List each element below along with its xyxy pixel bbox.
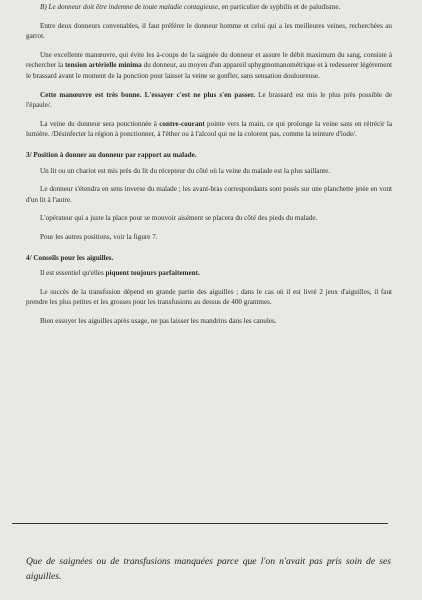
needles-text-a: Il est essentiel qu'elles	[40, 269, 106, 278]
section-3-paragraph-4: Pour les autres positions, voir la figure 7.	[40, 232, 158, 241]
footer-note: Que de saignées ou de transfusions manquées parce que l'on n'avait pas pris soin de ses aiguilles.	[26, 556, 391, 582]
paragraph-donor-health	[26, 2, 392, 13]
section-4-paragraph-3: Bien essuyer les aiguilles après usage, ne pas laisser les mandrins dans les canules.	[40, 316, 277, 325]
puncture-bold: contre-courant	[159, 119, 205, 128]
paragraph-tension	[26, 50, 392, 82]
horizontal-rule	[12, 523, 388, 524]
needles-bold: piquent toujours parfaitement.	[105, 269, 200, 278]
section-3-paragraph-2: Le donneur s'étendra en sens inverse du malade ; les avant-bras correspondants sont posés sur une planchette jetée en vont d'un lit à l'autre.	[26, 185, 392, 204]
section-4-heading: 4/ Conseils pour les aiguilles.	[26, 253, 114, 262]
section-3-paragraph-1: Un lit ou un chariot est mis près du lit du récepteur du côté où la veine du malade est la plus saillante.	[40, 166, 331, 175]
section-3-heading: 3/ Position à donner au donneur par rapport au malade.	[26, 150, 197, 159]
tension-bold: tension artérielle minima	[65, 61, 142, 70]
tension-text-b: du donneur, au moyen d'un appareil sphygmomanométrique et à redesserer légèrement le brassard avant le moment de la ponction pour laisser la veine se gonfler, sans sensation douloureuse.	[26, 61, 392, 80]
section-3-paragraph-3: L'opérateur qui a juste la place pour se mouvoir aisément se placera du côté des pieds du malade.	[40, 214, 318, 223]
donor-health-lead: B) Le donneur doit être indemne de toute maladie contagieuse,	[40, 3, 220, 11]
puncture-text-a: La veine du donneur sera ponctionnée à	[40, 119, 160, 128]
manoeuvre-rest: Le brassard est mis le plus près possible de l'épaule/.	[26, 90, 392, 110]
paragraph-manoeuvre	[26, 90, 392, 111]
paragraph-donor-choice: Entre deux donneurs convenables, il faut préférer le donneur homme et celui qui a les meilleures veines, recherchées au garrot.	[26, 21, 392, 41]
section-4-paragraph-2: Le succès de la transfusion dépend en grande partie des aiguilles ; dans le cas où il est livré 2 jeux d'aiguilles, il faut prendre les plus petites et les grosses pour les transfusions au dessus de 400 grammes.	[26, 287, 392, 307]
tension-text-a: Une excellente manœuvre, qui évite les à-coups de la saignée du donneur et assure le débit maximum du sang, consiste à rechercher la	[26, 50, 392, 70]
manoeuvre-bold: Cette manœuvre est très bonne. L'essayer c'est ne plus s'en passer.	[40, 90, 255, 99]
donor-health-rest: en particulier de syphilis et de paludisme.	[219, 3, 341, 11]
puncture-text-b: pointe vers la main, ce qui prolonge la veine sans en rétrécir la lumière. /Désinfecter la région à ponctionner, à l'éther ou à l'alcool qui ne la colorent pas, comme la teinture d'iode/.	[26, 119, 392, 139]
paragraph-puncture	[26, 119, 392, 140]
section-4-paragraph-1	[26, 268, 392, 279]
